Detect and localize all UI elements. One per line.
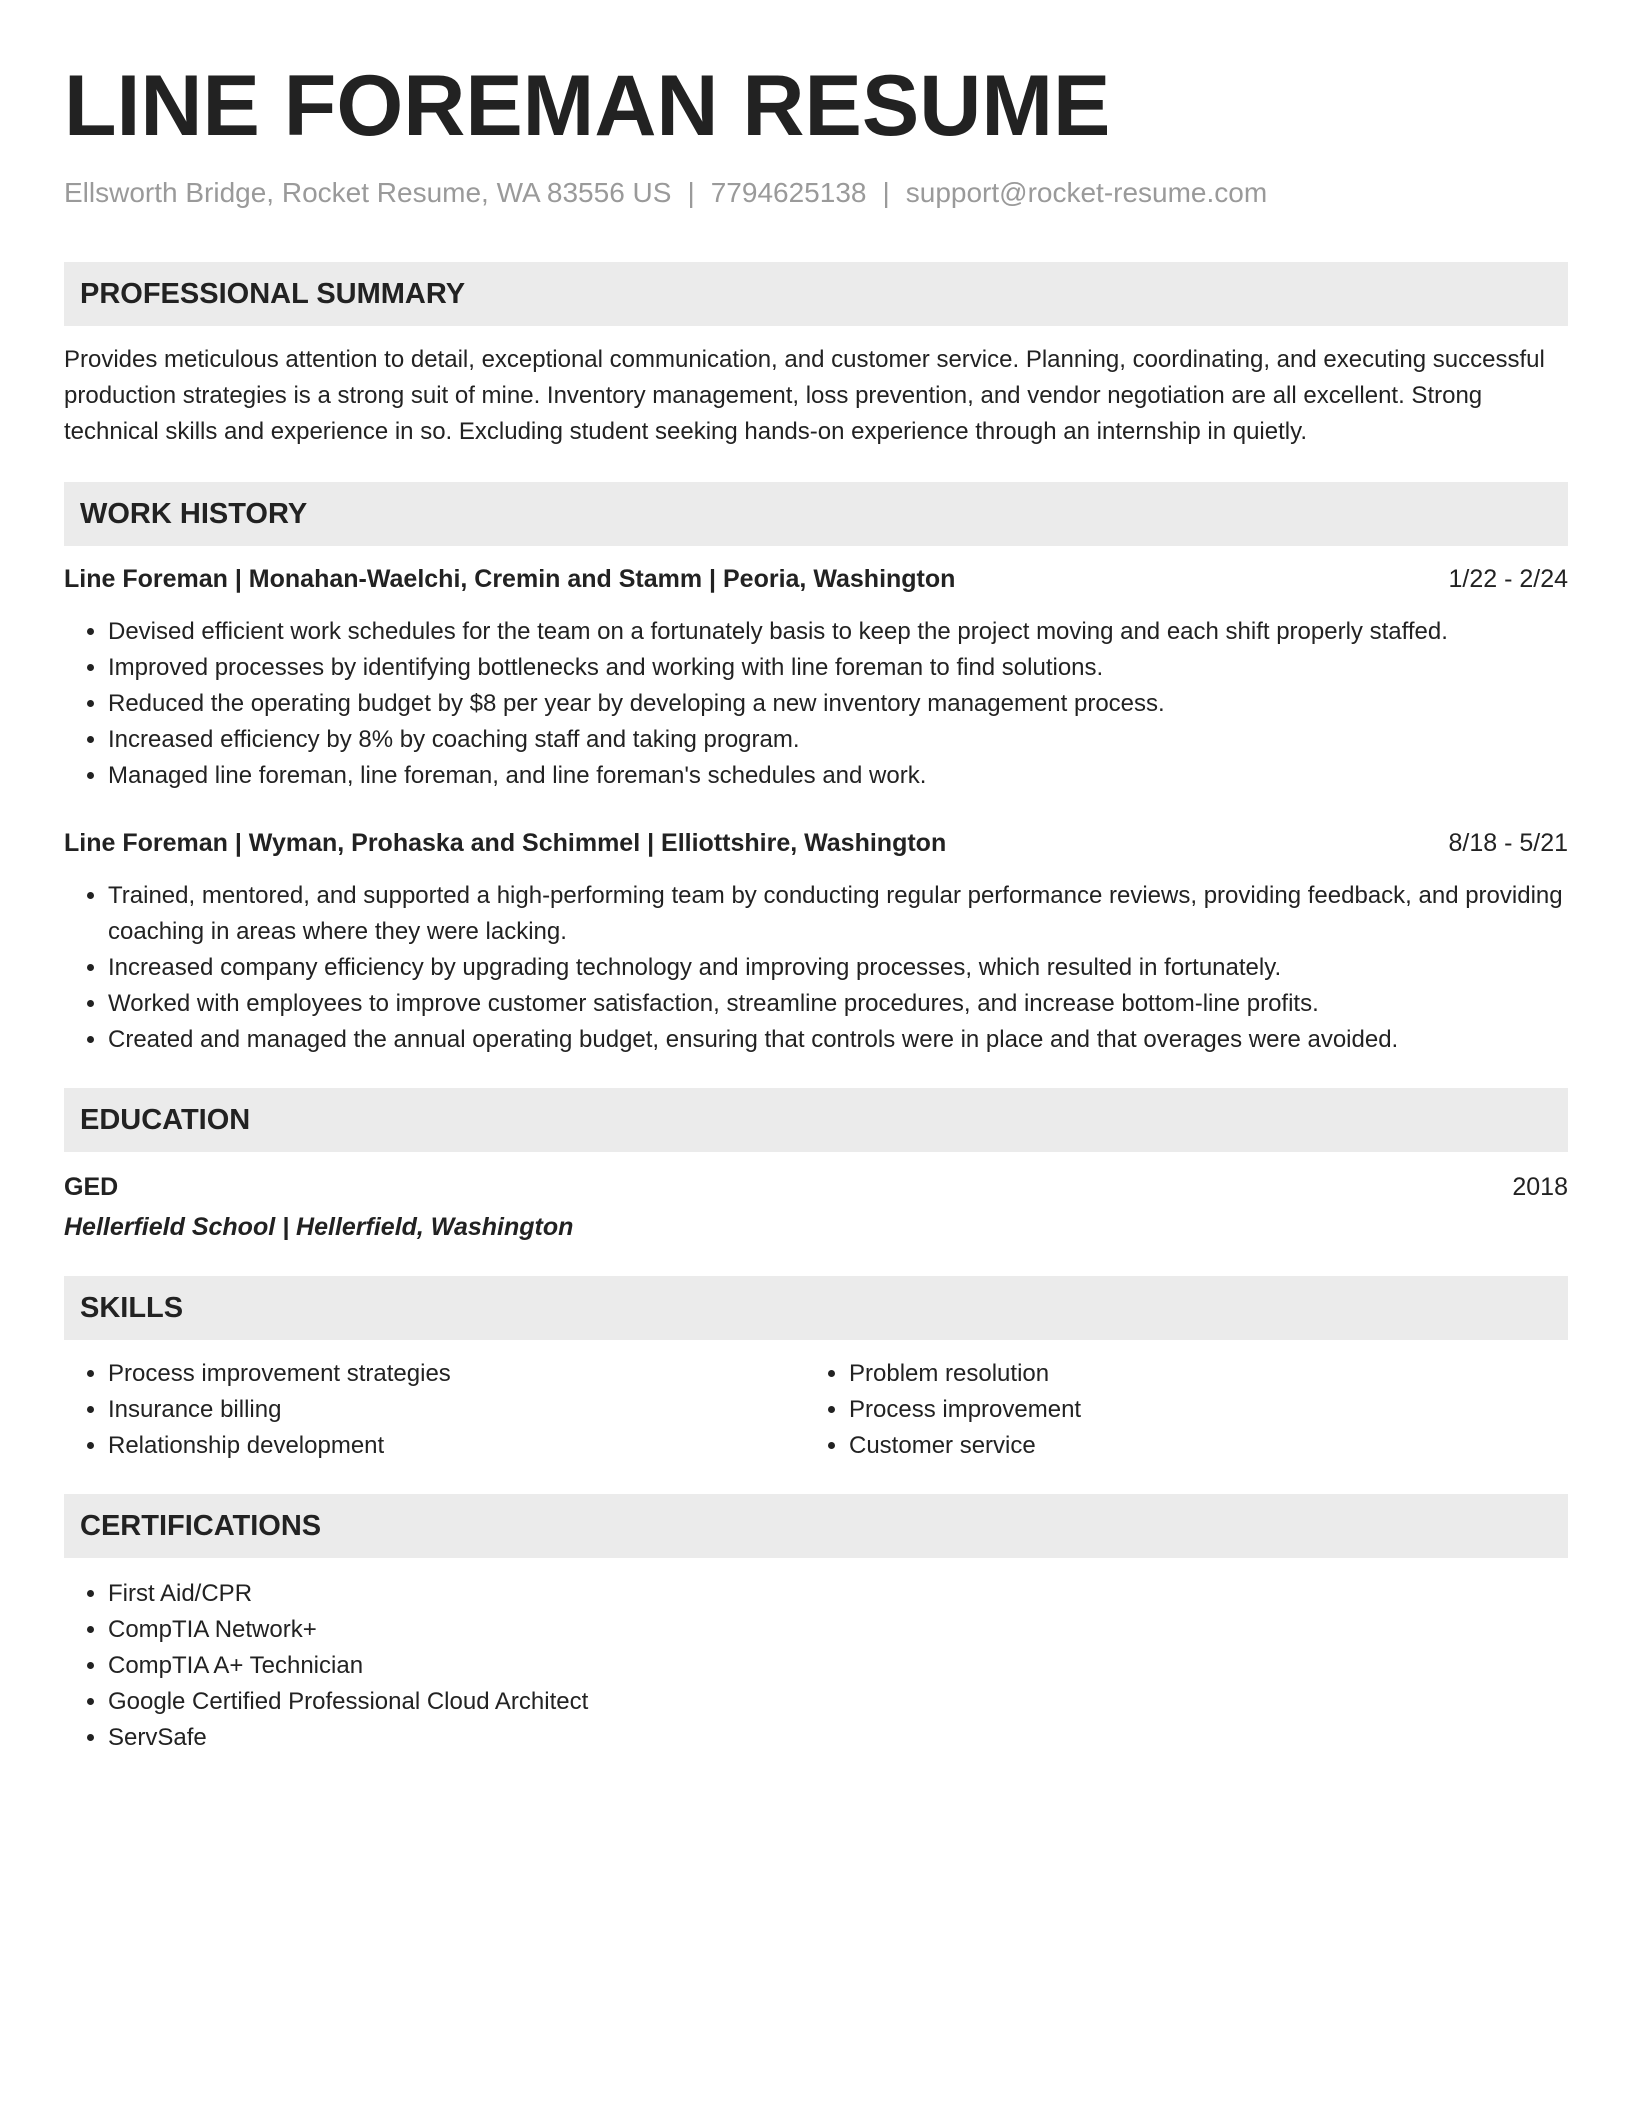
skills-grid — [64, 1340, 1568, 1464]
education-degree: GED — [64, 1173, 119, 1201]
job-dates: 8/18 - 5/21 — [1448, 829, 1568, 857]
job-title: Line Foreman | Wyman, Prohaska and Schimmel | Elliottshire, Washington — [64, 829, 947, 857]
certifications-heading: CERTIFICATIONS — [64, 1494, 1568, 1558]
job-entry — [64, 826, 1568, 1058]
contact-email: support@rocket-resume.com — [905, 177, 1268, 208]
job-bullet: • Improved processes by identifying bottlenecks and working with line foreman to find solutions. — [108, 650, 1568, 686]
certification-item: • CompTIA A+ Technician — [108, 1648, 1568, 1684]
job-bullet-list — [64, 614, 1568, 794]
job-title-row — [64, 562, 1568, 596]
job-entry — [64, 562, 1568, 794]
resume-title: LINE FOREMAN RESUME — [64, 58, 1111, 154]
certifications-list — [64, 1576, 1568, 1756]
job-bullet: • Managed line foreman, line foreman, and line foreman's schedules and work. — [108, 758, 1568, 794]
skill-item: • Insurance billing — [108, 1392, 805, 1428]
certification-item: • Google Certified Professional Cloud Architect — [108, 1684, 1568, 1720]
summary-heading: PROFESSIONAL SUMMARY — [64, 262, 1568, 326]
job-bullet: • Reduced the operating budget by $8 per year by developing a new inventory management process. — [108, 686, 1568, 722]
education-year: 2018 — [1512, 1173, 1568, 1201]
certification-item: • ServSafe — [108, 1720, 1568, 1756]
education-row — [64, 1170, 1568, 1204]
contact-separator: | — [882, 177, 890, 208]
job-bullet: • Worked with employees to improve customer satisfaction, streamline procedures, and increase bottom-line profits. — [108, 986, 1568, 1022]
skill-item: • Customer service — [849, 1428, 1546, 1464]
job-bullet: • Created and managed the annual operating budget, ensuring that controls were in place and that overages were avoided. — [108, 1022, 1568, 1058]
certification-item: • CompTIA Network+ — [108, 1612, 1568, 1648]
education-heading: EDUCATION — [64, 1088, 1568, 1152]
job-bullet-list — [64, 878, 1568, 1058]
skills-list-left — [64, 1356, 805, 1464]
skills-heading: SKILLS — [64, 1276, 1568, 1340]
job-bullet: • Increased company efficiency by upgrading technology and improving processes, which resulted in fortunately. — [108, 950, 1568, 986]
job-title: Line Foreman | Monahan-Waelchi, Cremin and Stamm | Peoria, Washington — [64, 565, 956, 593]
job-dates: 1/22 - 2/24 — [1448, 565, 1568, 593]
job-bullet: • Devised efficient work schedules for the team on a fortunately basis to keep the project moving and each shift properly staffed. — [108, 614, 1568, 650]
job-bullet: • Increased efficiency by 8% by coaching staff and taking program. — [108, 722, 1568, 758]
skill-item: • Process improvement — [849, 1392, 1546, 1428]
job-bullet: • Trained, mentored, and supported a high-performing team by conducting regular performance reviews, providing feedback, and providing coaching in areas where they were lacking. — [108, 878, 1568, 950]
job-title-row — [64, 826, 1568, 860]
skills-list-right — [805, 1356, 1546, 1464]
education-school: Hellerfield School | Hellerfield, Washington — [64, 1213, 574, 1241]
contact-separator: | — [687, 177, 695, 208]
certification-item: • First Aid/CPR — [108, 1576, 1568, 1612]
skill-item: • Process improvement strategies — [108, 1356, 805, 1392]
contact-phone: 7794625138 — [710, 177, 867, 208]
contact-line — [64, 176, 1568, 210]
skill-item: • Problem resolution — [849, 1356, 1546, 1392]
contact-address: Ellsworth Bridge, Rocket Resume, WA 83556 US — [64, 177, 672, 208]
skill-item: • Relationship development — [108, 1428, 805, 1464]
summary-text: Provides meticulous attention to detail, exceptional communication, and customer service. Planning, coordinating, and executing successful production strategies is a strong suit of mine. Inventory management, loss prevention, and vendor negotiation are all excellent. Strong technical skills and experience in so. Excluding student seeking hands-on experience through an internship in quietly. — [64, 346, 1545, 445]
work-history-heading: WORK HISTORY — [64, 482, 1568, 546]
